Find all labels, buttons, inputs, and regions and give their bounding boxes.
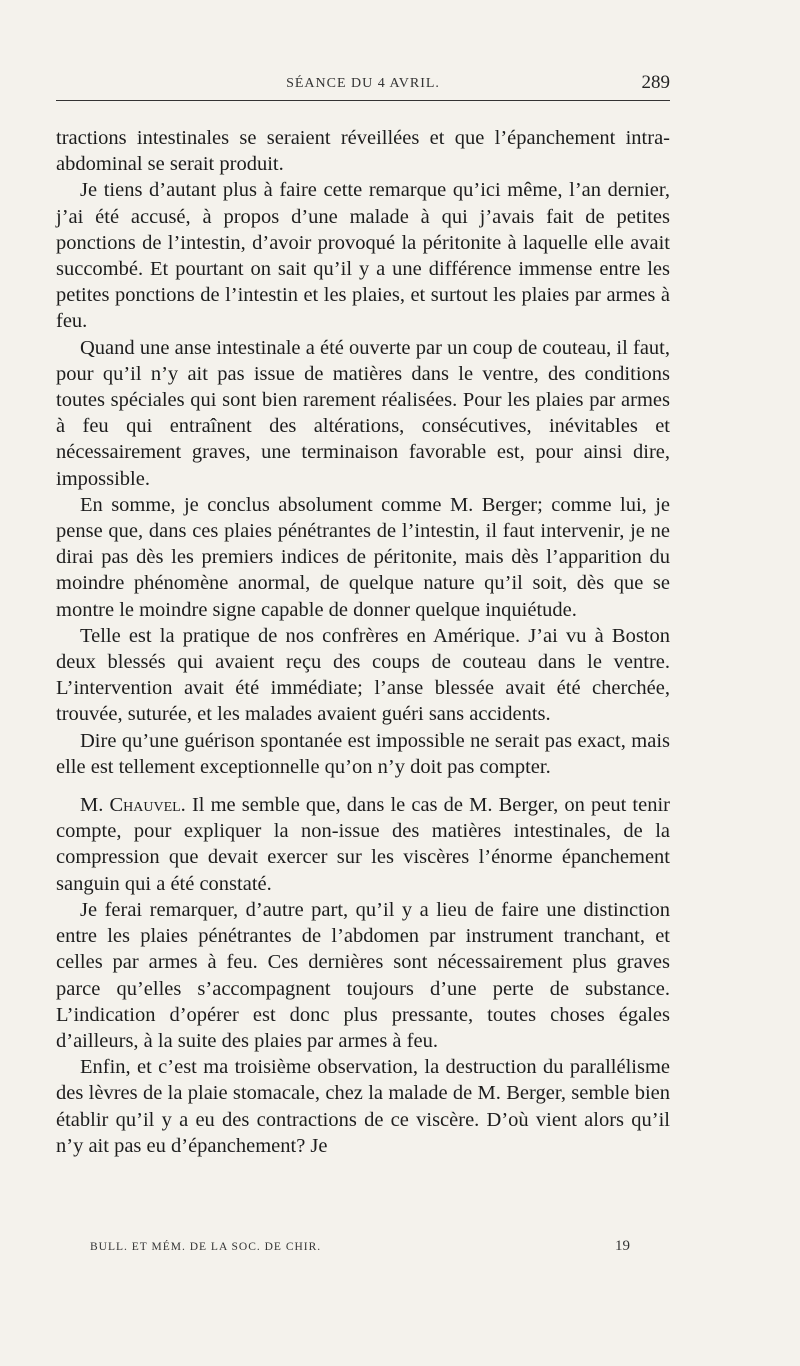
page (56, 70, 670, 1159)
speaker-paragraph (56, 792, 670, 897)
paragraph: tractions intestinales se seraient réveillées et que l’épanchement intra-abdominal se serait produit. (56, 127, 670, 176)
paragraph: Je tiens d’autant plus à faire cette remarque qu’ici même, l’an dernier, j’ai été accusé, à propos d’une malade à qui j’avais fait de petites ponctions de l’intestin, d’avoir provoqué la péritonite à laquelle elle avait succombé. Et pourtant on sait qu’il y a une différence immense entre les petites ponctions de l’intestin et les plaies, et surtout les plaies par armes à feu. (56, 179, 670, 333)
speaker-text: Il me semble que, dans le cas de M. Berger, on peut tenir compte, pour expliquer la non-issue des matières intestinales, de la compression que devait exercer sur les viscères l’énorme épanchement sanguin qui a été constaté. (56, 794, 670, 895)
paragraph: Enfin, et c’est ma troisième observation, la destruction du parallélisme des lèvres de la plaie stomacale, chez la malade de M. Berger, semble bien établir qu’il y a eu des contractions de ce viscère. D’où vient alors qu’il n’y ait pas eu d’épanchement? Je (56, 1056, 670, 1157)
paragraph: Dire qu’une guérison spontanée est impossible ne serait pas exact, mais elle est tellement exceptionnelle qu’on n’y doit pas compter. (56, 729, 670, 778)
paragraph: En somme, je conclus absolument comme M. Berger; comme lui, je pense que, dans ces plaies pénétrantes de l’intestin, il faut intervenir, je ne dirai pas dès les premiers indices de péritonite, mais dès l’apparition du moindre phénomène anormal, de quelque nature qu’il soit, dès que se montre le moindre signe capable de donner quelque inquiétude. (56, 493, 670, 621)
signature-mark: 19 (615, 1238, 630, 1254)
paragraph: Je ferai remarquer, d’autre part, qu’il y a lieu de faire une distinction entre les plaies pénétrantes de l’abdomen par instrument tranchant, et celles par armes à feu. Ces dernières sont nécessairement plus graves parce qu’elles s’accompagnent toujours d’une perte de substance. L’indication d’opérer est donc plus pressante, toutes choses égales d’ailleurs, à la suite des plaies par armes à feu. (56, 898, 670, 1052)
paragraph: Quand une anse intestinale a été ouverte par un coup de couteau, il faut, pour qu’il n’y ait pas issue de matières dans le ventre, des conditions toutes spéciales qui sont bien rarement réalisées. Pour les plaies par armes à feu qui entraînent des altérations, consécutives, inévitables et nécessairement graves, une terminaison favorable est, pour ainsi dire, impossible. (56, 336, 670, 490)
body-text (56, 125, 670, 1159)
running-title: SÉANCE DU 4 AVRIL. (286, 76, 440, 91)
speaker-name: M. Chauvel. (80, 794, 186, 817)
running-head (56, 70, 670, 101)
page-number: 289 (641, 72, 670, 93)
footer (90, 1238, 630, 1254)
journal-signature: BULL. ET MÉM. DE LA SOC. DE CHIR. (90, 1241, 322, 1253)
paragraph: Telle est la pratique de nos confrères en Amérique. J’ai vu à Boston deux blessés qui avaient reçu des coups de couteau dans le ventre. L’intervention avait été immédiate; l’anse blessée avait été cherchée, trouvée, suturée, et les malades avaient guéri sans accidents. (56, 624, 670, 726)
